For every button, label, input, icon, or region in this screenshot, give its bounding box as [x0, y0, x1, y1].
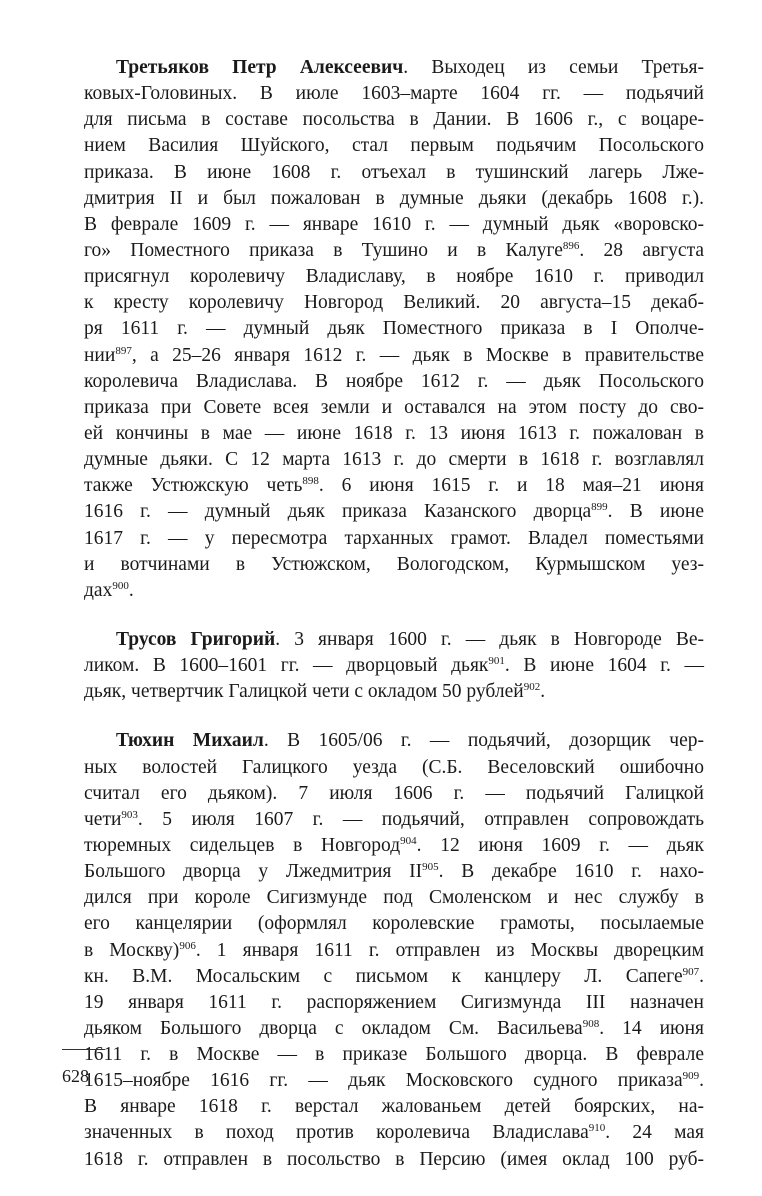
text-line — [84, 107, 704, 133]
text-run: королевича Владислава. В ноябре 1612 г. — дьяк Посольского — [84, 370, 704, 392]
text-line — [84, 578, 704, 604]
text-run: значенных в поход против королевича Владислава — [84, 1122, 589, 1144]
footnote-ref: 905 — [422, 861, 439, 874]
text-run: к кресту королевичу Новгород Великий. 20 августа–15 декаб- — [84, 292, 704, 314]
footnote-ref: 899 — [591, 501, 608, 514]
text-run: В феврале 1609 г. — январе 1610 г. — думный дьяк «воровско- — [84, 213, 704, 235]
footnote-ref: 897 — [115, 344, 132, 357]
text-run: . 12 июня 1609 г. — дьяк — [416, 834, 704, 856]
text-line — [84, 238, 704, 264]
text-line — [84, 653, 704, 679]
text-run: дмитрия II и был пожалован в думные дьяки (декабрь 1608 г.). — [84, 187, 704, 209]
footnote-ref: 898 — [302, 475, 319, 488]
text-run: в Москву) — [84, 939, 180, 961]
text-run: 1617 г. — у пересмотра тарханных грамот. Владел поместьями — [84, 527, 704, 549]
entry-trusov — [84, 627, 704, 705]
text-run: . 28 августа — [579, 239, 704, 261]
text-line — [84, 859, 704, 885]
entry-tyukhin — [84, 728, 704, 1172]
text-run: . — [128, 579, 134, 601]
text-run: 1611 г. в Москве — в приказе Большого дворца. В феврале — [84, 1044, 704, 1066]
text-line — [84, 781, 704, 807]
text-run: ликом. В 1600–1601 гг. — дворцовый дьяк — [84, 655, 489, 677]
text-run: 1618 г. отправлен в посольство в Персию (имея оклад 100 руб- — [84, 1148, 704, 1170]
footnote-ref: 910 — [588, 1122, 606, 1135]
text-run: дьяком Большого дворца с окладом См. Васильева — [84, 1017, 583, 1039]
text-run: дах — [84, 579, 113, 601]
footer-rule — [62, 1049, 105, 1050]
text-run: тюремных сидельцев в Новгород — [84, 834, 401, 856]
text-line — [84, 807, 704, 833]
text-line — [84, 552, 704, 578]
text-line — [84, 938, 704, 964]
text-line — [84, 1016, 704, 1042]
text-line — [84, 473, 704, 499]
text-line — [84, 833, 704, 859]
text-run: го» Поместного приказа в Тушино и в Калуге — [84, 239, 563, 261]
text-line — [84, 1094, 704, 1120]
footnote-ref: 906 — [179, 939, 196, 952]
text-run: для письма в составе посольства в Дании. В 1606 г., с воцаре- — [84, 109, 704, 131]
page-body — [84, 55, 704, 1196]
entry-name: Трусов Григорий — [116, 628, 276, 650]
text-line — [84, 290, 704, 316]
text-line — [84, 964, 704, 990]
footnote-ref: 903 — [121, 808, 138, 821]
text-run: . В июне 1604 г. — — [504, 655, 705, 677]
entry-tretyakov — [84, 55, 704, 604]
text-line — [84, 885, 704, 911]
text-run: . — [540, 681, 546, 703]
text-run: нием Василия Шуйского, стал первым подьячим Посольского — [84, 135, 704, 157]
text-run: 1615–ноябре 1616 гг. — дьяк Московского судного приказа — [84, 1070, 683, 1092]
text-run: и вотчинами в Устюжском, Вологодском, Курмышском уез- — [84, 553, 704, 575]
text-line — [84, 755, 704, 781]
text-line — [84, 728, 704, 754]
text-run: . 24 мая — [605, 1122, 704, 1144]
footnote-ref: 904 — [400, 834, 417, 847]
text-run: . В июне — [607, 501, 705, 523]
text-run: . 6 июня 1615 г. и 18 мая–21 июня — [318, 475, 705, 497]
text-run: Большого дворца у Лжедмитрия II — [84, 861, 423, 883]
footnote-ref: 908 — [582, 1017, 600, 1030]
entry-name: Тюхин Михаил — [116, 730, 264, 752]
text-run: его канцелярии (оформлял королевские грамоты, посылаемые — [84, 913, 704, 935]
text-line — [84, 990, 704, 1016]
text-line — [84, 343, 704, 369]
text-line — [84, 627, 704, 653]
footnote-ref: 902 — [523, 681, 541, 694]
text-line — [84, 499, 704, 525]
text-line — [84, 911, 704, 937]
text-line — [84, 421, 704, 447]
text-run: . — [699, 1070, 704, 1092]
text-line — [84, 447, 704, 473]
text-run: приказа. В июне 1608 г. отъехал в тушинский лагерь Лже- — [84, 161, 704, 183]
footnote-ref: 900 — [112, 579, 129, 592]
text-line — [84, 679, 704, 705]
footnote-ref: 907 — [682, 965, 700, 978]
text-run: В январе 1618 г. верстал жалованьем детей боярских, на- — [84, 1096, 704, 1118]
entry-name: Третьяков Петр Алексеевич — [116, 57, 404, 78]
text-run: дился при короле Сигизмунде под Смоленском и нес службу в — [84, 887, 704, 909]
text-run: . 5 июля 1607 г. — подьячий, отправлен сопровождать — [137, 808, 704, 830]
text-run: считал его дьяком). 7 июля 1606 г. — подьячий Галицкой — [84, 782, 704, 804]
text-line — [84, 316, 704, 342]
text-run: . Выходец из семьи Третья- — [403, 57, 705, 78]
text-run: . В 1605/06 г. — подьячий, дозорщик чер- — [263, 730, 704, 752]
text-run: , а 25–26 января 1612 г. — дьяк в Москве в правительстве — [131, 344, 704, 366]
text-line — [84, 369, 704, 395]
text-run: нии — [84, 344, 116, 366]
text-run: ных волостей Галицкого уезда (С.Б. Веселовский ошибочно — [84, 756, 704, 778]
text-run: . В декабре 1610 г. нахо- — [438, 861, 704, 883]
text-line — [84, 160, 704, 186]
text-line — [84, 81, 704, 107]
text-run: дьяк, четвертчик Галицкой чети с окладом 50 рублей — [84, 681, 524, 703]
text-line — [84, 133, 704, 159]
text-line — [84, 395, 704, 421]
text-run: ковых-Головиных. В июле 1603–марте 1604 гг. — подьячий — [84, 83, 704, 105]
footnote-ref: 909 — [682, 1070, 700, 1083]
text-run: . — [699, 965, 704, 987]
text-run: приказа при Совете всея земли и оставался на этом посту до сво- — [84, 396, 704, 418]
text-run: чети — [84, 808, 122, 830]
text-line — [84, 212, 704, 238]
text-line — [84, 526, 704, 552]
text-run: . 1 января 1611 г. отправлен из Москвы дворецким — [195, 939, 704, 961]
text-line — [84, 264, 704, 290]
text-run: . 3 января 1600 г. — дьяк в Новгороде Ве- — [275, 628, 704, 650]
text-run: также Устюжскую четь — [84, 475, 303, 497]
text-run: . 14 июня — [599, 1017, 704, 1039]
text-run: ей кончины в мае — июне 1618 г. 13 июня 1613 г. пожалован в — [84, 422, 704, 444]
footnote-ref: 901 — [488, 655, 505, 668]
text-run: 1616 г. — думный дьяк приказа Казанского дворца — [84, 501, 592, 523]
text-run: думные дьяки. С 12 марта 1613 г. до смерти в 1618 г. возглавлял — [84, 449, 704, 471]
footnote-ref: 896 — [562, 239, 580, 252]
text-line — [84, 55, 704, 81]
text-line — [84, 1147, 704, 1173]
text-line — [84, 1068, 704, 1094]
text-run: присягнул королевичу Владиславу, в ноябре 1610 г. приводил — [84, 266, 704, 288]
text-run: ря 1611 г. — думный дьяк Поместного приказа в I Ополче- — [84, 318, 704, 340]
text-line — [84, 1042, 704, 1068]
text-run: 19 января 1611 г. распоряжением Сигизмунда III назначен — [84, 991, 704, 1013]
text-line — [84, 186, 704, 212]
page-number: 628 — [62, 1066, 89, 1086]
text-run: кн. В.М. Мосальским с письмом к канцлеру Л. Сапеге — [84, 965, 683, 987]
text-line — [84, 1120, 704, 1146]
